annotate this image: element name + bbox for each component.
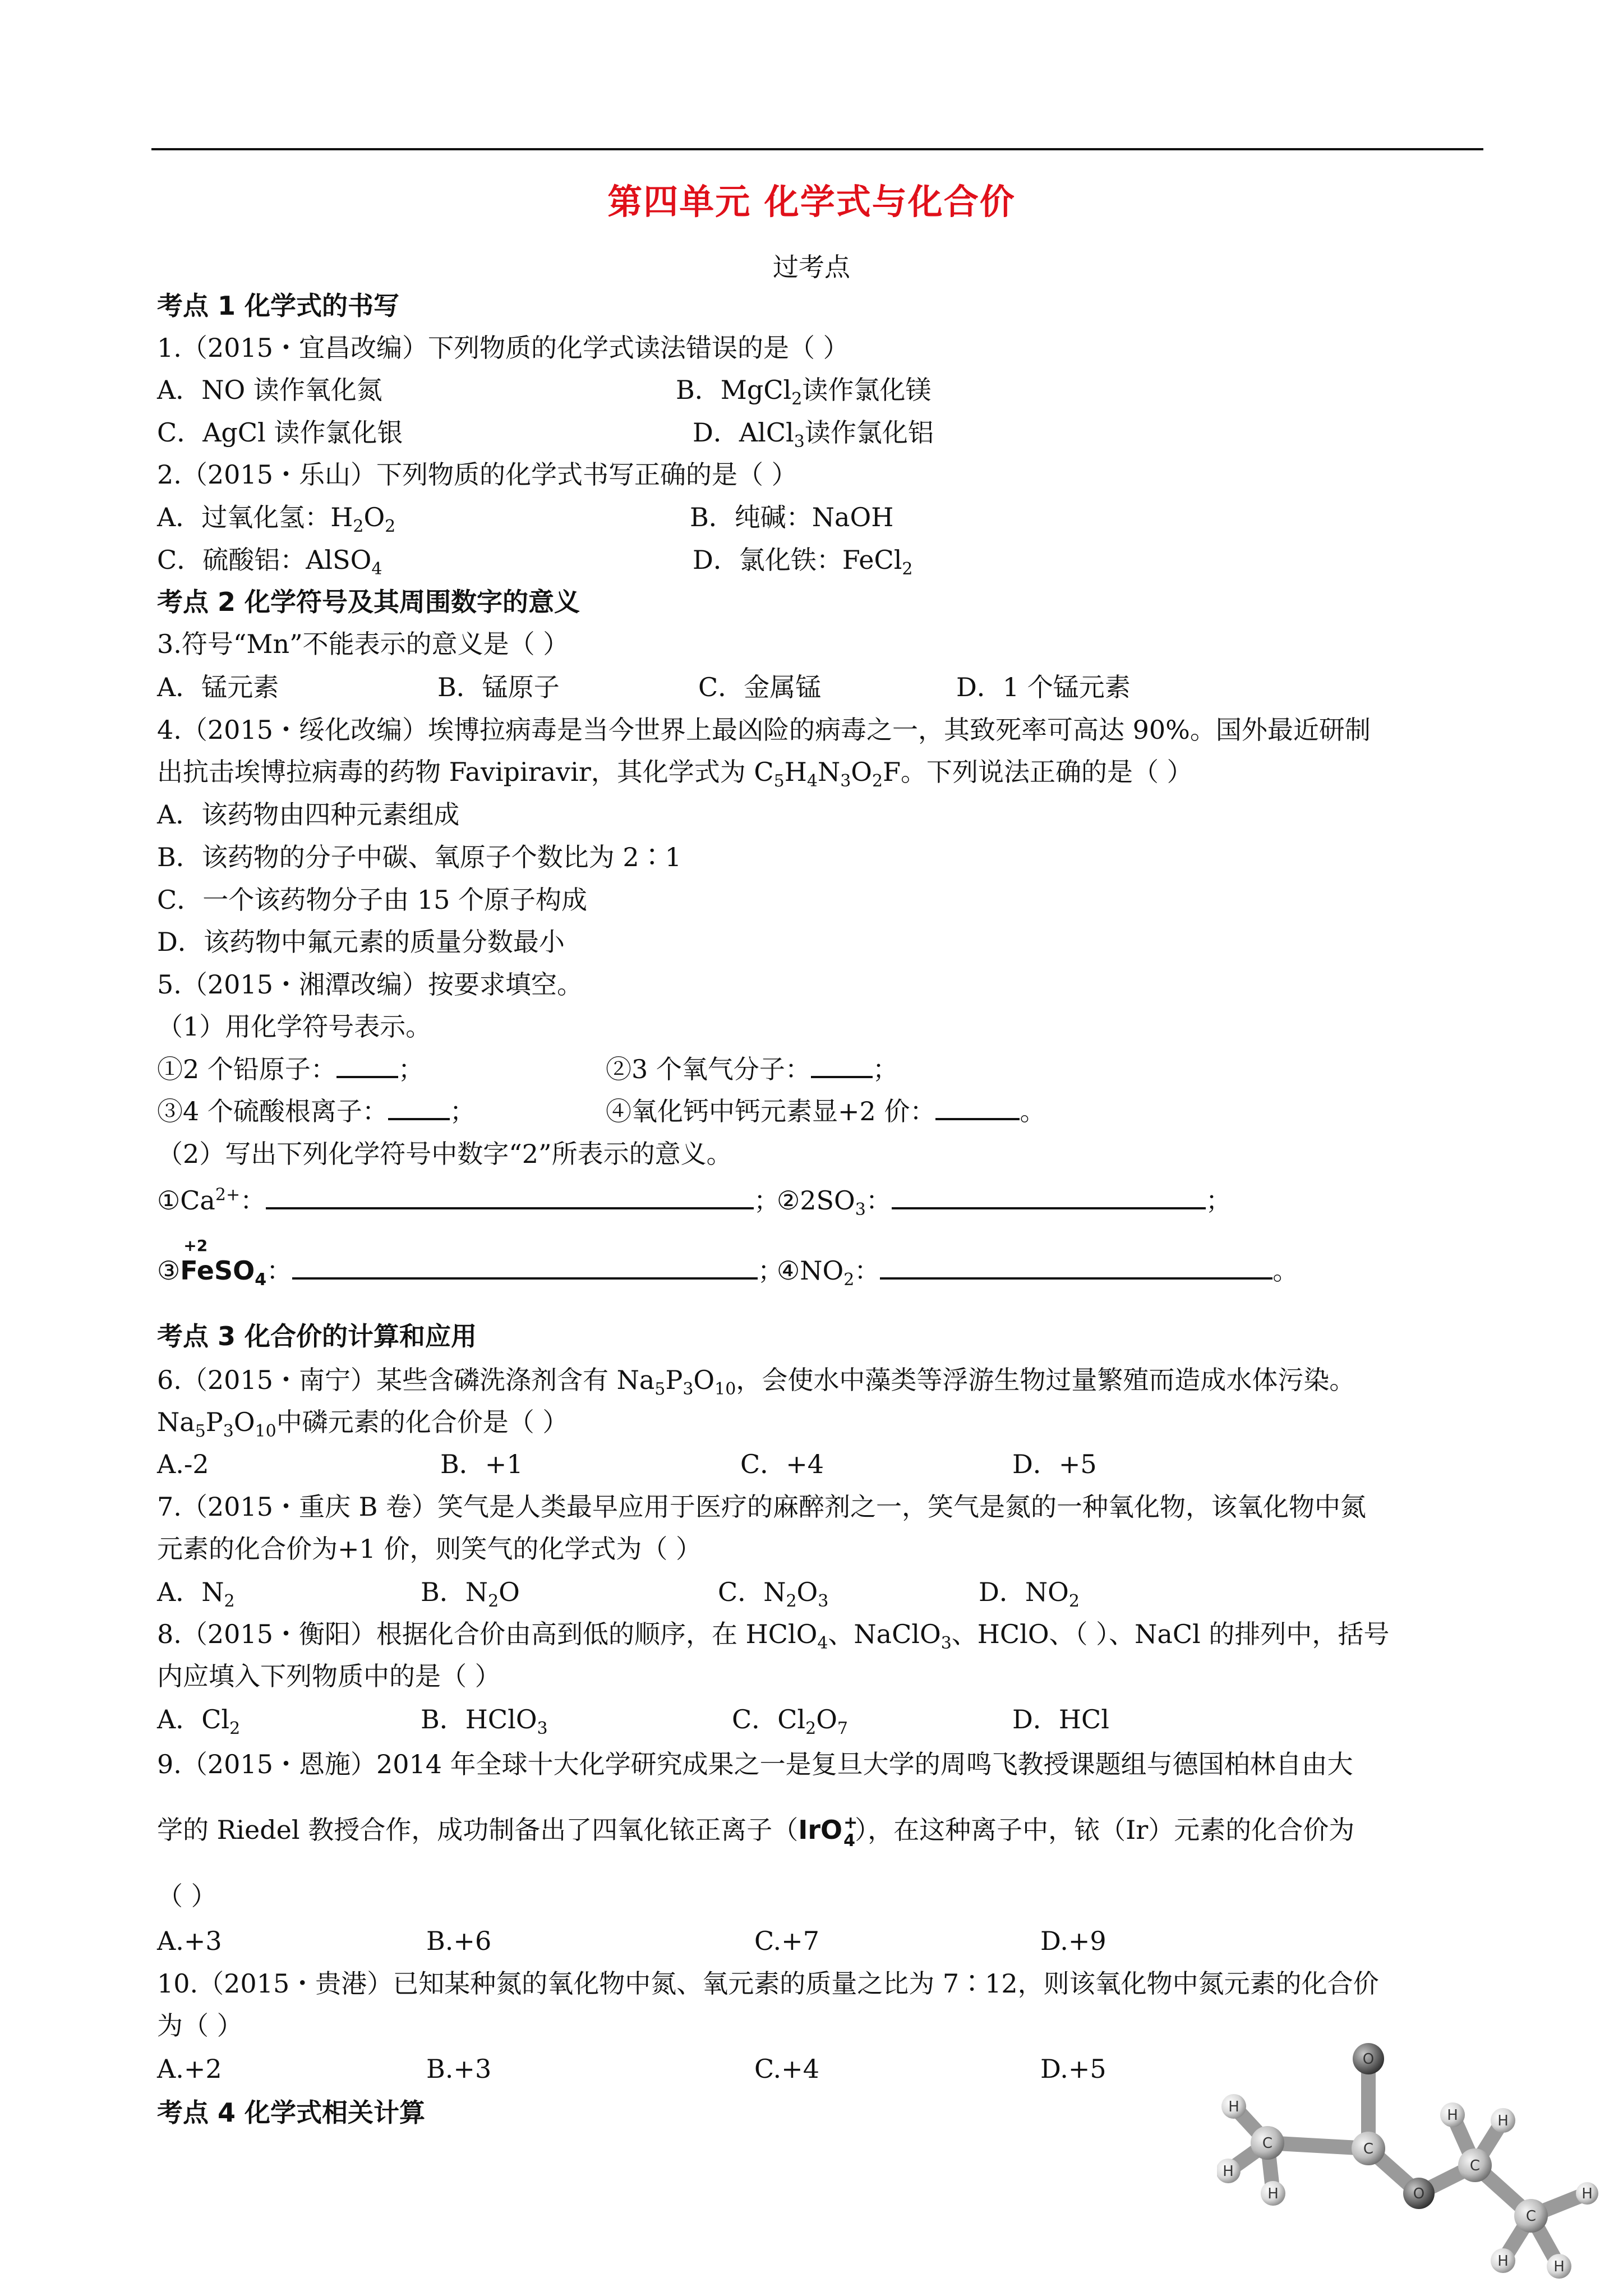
atom-label: C [1469, 2157, 1481, 2174]
section-heading-1: 考点 1 化学式的书写 [157, 291, 400, 321]
atom-label: C [1363, 2141, 1374, 2157]
question-10-line2: 为（ ） [157, 2010, 243, 2041]
answer-blank[interactable] [266, 1185, 754, 1209]
q5-no2-item: $④NO_2$： 。 [777, 1255, 1299, 1290]
q9-option-c: C.+7 [754, 1926, 819, 1956]
page-title: 第四单元 化学式与化合价 [607, 181, 1016, 222]
answer-blank[interactable] [892, 1185, 1206, 1209]
q7-option-b: B．$N_2O$ [421, 1577, 520, 1612]
q9-option-d: D.+9 [1040, 1926, 1106, 1956]
q5-part-1: （1）用化学符号表示。 [157, 1011, 432, 1042]
atom-label: H [1223, 2163, 1234, 2180]
answer-blank[interactable] [388, 1096, 450, 1120]
atom-label: H [1228, 2099, 1239, 2115]
q5-ca-item: $①Ca^{2+}$： ； [157, 1185, 780, 1216]
q5-item-3: ③4 个硫酸根离子： ； [157, 1096, 476, 1126]
section-heading-3: 考点 3 化合价的计算和应用 [157, 1321, 477, 1351]
atom-label: H [1581, 2185, 1593, 2202]
q10-option-c: C.+4 [754, 2054, 819, 2084]
q7-option-d: D．$NO_2$ [979, 1577, 1080, 1612]
q2-option-c: C．硫酸铝：AlSO$_4$ [157, 545, 382, 579]
q5-so3-item: $②2SO_3$： ； [777, 1185, 1232, 1220]
question-3: 3.符号“Mn”不能表示的意义是（ ） [157, 629, 569, 659]
q8-option-c: C．$Cl_2O_7$ [732, 1704, 849, 1739]
q4-option-c: C．一个该药物分子由 15 个原子构成 [157, 885, 587, 915]
question-8-line1: 8.（2015・衡阳）根据化合价由高到低的顺序，在 HClO$_4$、NaClO$_3$、HClO、（ ）、NaCl 的排列中，括号 [157, 1619, 1390, 1654]
q4-option-a: A．该药物由四种元素组成 [157, 799, 460, 830]
question-9-line3: （ ） [157, 1881, 217, 1911]
q1-option-b: B．MgCl$_2$读作氯化镁 [676, 375, 932, 409]
question-7-line2: 元素的化合价为+1 价，则笑气的化学式为（ ） [157, 1534, 702, 1564]
atom-label: O [1413, 2185, 1425, 2202]
q8-option-a: A．$Cl_2$ [157, 1704, 241, 1739]
q1-option-c: C．AgCl 读作氯化银 [157, 417, 403, 448]
answer-blank[interactable] [336, 1053, 398, 1078]
question-4-line2: 出抗击埃博拉病毒的药物 Favipiravir，其化学式为 $C_5H_4N_3O_2F$。下列说法正确的是（ ） [157, 757, 1193, 792]
q8-option-d: D．HCl [1012, 1704, 1109, 1734]
q10-option-b: B.+3 [426, 2054, 492, 2084]
header-rule [151, 148, 1483, 150]
page-subtitle: 过考点 [773, 252, 850, 282]
question-7-line1: 7.（2015・重庆 B 卷）笑气是人类最早应用于医疗的麻醉剂之一，笑气是氮的一种氧化物，该氧化物中氮 [157, 1492, 1367, 1522]
atom-label: H [1497, 2113, 1509, 2129]
section-heading-2: 考点 2 化学符号及其周围数字的意义 [157, 587, 580, 617]
q10-option-a: A.+2 [157, 2054, 222, 2084]
atom-label: H [1447, 2107, 1458, 2124]
q3-option-c: C．金属锰 [698, 672, 822, 702]
q5-feso4-item: ③ +2 FeSO$_4$： ； [157, 1254, 783, 1287]
answer-blank[interactable] [935, 1096, 1020, 1120]
q6-option-b: B．+1 [440, 1449, 523, 1479]
atom-label: C [1525, 2208, 1537, 2225]
atom-label: O [1362, 2051, 1375, 2068]
question-9-line1: 9.（2015・恩施）2014 年全球十大化学研究成果之一是复旦大学的周鸣飞教授课题组与德国柏林自由大 [157, 1749, 1353, 1779]
section-heading-4: 考点 4 化学式相关计算 [157, 2097, 426, 2128]
q2-option-d: D．氯化铁：FeCl$_2$ [693, 545, 913, 579]
q1-option-d: D．AlCl$_3$读作氯化铝 [693, 417, 934, 452]
q5-part-2: （2）写出下列化学符号中数字“2”所表示的意义。 [157, 1139, 732, 1169]
q1-option-a: A．NO 读作氧化氮 [157, 375, 382, 405]
q5-item-4: ④氧化钙中钙元素显+2 价： 。 [606, 1096, 1046, 1126]
bonds [1228, 2059, 1587, 2266]
molecule-model-illustration [1217, 2031, 1598, 2289]
q3-option-d: D．1 个锰元素 [956, 672, 1131, 702]
q5-item-2: ②3 个氧气分子： ； [606, 1054, 898, 1084]
answer-blank[interactable] [880, 1255, 1272, 1280]
question-6-line2: $Na_5P_3O_{10}$中磷元素的化合价是（ ） [157, 1407, 569, 1442]
q6-option-a: A.-2 [157, 1449, 209, 1479]
question-5: 5.（2015・湘潭改编）按要求填空。 [157, 969, 583, 1000]
q10-option-d: D.+5 [1040, 2054, 1106, 2084]
atom-label: H [1553, 2258, 1565, 2275]
q3-option-b: B．锰原子 [437, 672, 560, 702]
question-8-line2: 内应填入下列物质中的是（ ） [157, 1661, 501, 1691]
q7-option-c: C．$N_2O_3$ [718, 1577, 829, 1612]
valence-mark: +2 [183, 1236, 208, 1255]
q7-option-a: A．$N_2$ [157, 1577, 235, 1612]
q6-option-d: D．+5 [1012, 1449, 1097, 1479]
question-6-line1: 6.（2015・南宁）某些含磷洗涤剂含有 $Na_5P_3O_{10}$，会使水中藻类等浮游生物过量繁殖而造成水体污染。 [157, 1365, 1355, 1400]
q3-option-a: A．锰元素 [157, 672, 279, 702]
q4-option-d: D．该药物中氟元素的质量分数最小 [157, 927, 565, 957]
question-1: 1.（2015・宜昌改编）下列物质的化学式读法错误的是（ ） [157, 333, 849, 363]
question-4-line1: 4.（2015・绥化改编）埃博拉病毒是当今世界上最凶险的病毒之一，其致死率可高达 90%。国外最近研制 [157, 715, 1371, 745]
atom-label: H [1497, 2253, 1509, 2270]
q6-option-c: C．+4 [740, 1449, 824, 1479]
atom-label: C [1262, 2135, 1273, 2152]
q8-option-b: B．HClO$_3$ [421, 1704, 548, 1739]
atom-label: H [1267, 2185, 1279, 2202]
q4-option-b: B．该药物的分子中碳、氧原子个数比为 2∶1 [157, 842, 681, 872]
q2-option-a: A．过氧化氢：$H_2O_2$ [157, 502, 396, 537]
q2-option-b: B．纯碱：NaOH [690, 502, 894, 532]
answer-blank[interactable] [811, 1053, 873, 1078]
q5-item-1: ①2 个铅原子： ； [157, 1054, 424, 1084]
question-10-line1: 10.（2015・贵港）已知某种氮的氧化物中氮、氧元素的质量之比为 7∶12，则该氧化物中氮元素的化合价 [157, 1968, 1379, 1999]
question-9-line2: 学的 Riedel 教授合作，成功制备出了四氧化铱正离子（IrO + 4 ），在这种离子中，铱（Ir）元素的化合价为 [157, 1813, 1355, 1851]
q9-option-b: B.+6 [426, 1926, 492, 1956]
q9-option-a: A.+3 [157, 1926, 222, 1956]
answer-blank[interactable] [292, 1255, 758, 1280]
question-2: 2.（2015・乐山）下列物质的化学式书写正确的是（ ） [157, 459, 797, 490]
